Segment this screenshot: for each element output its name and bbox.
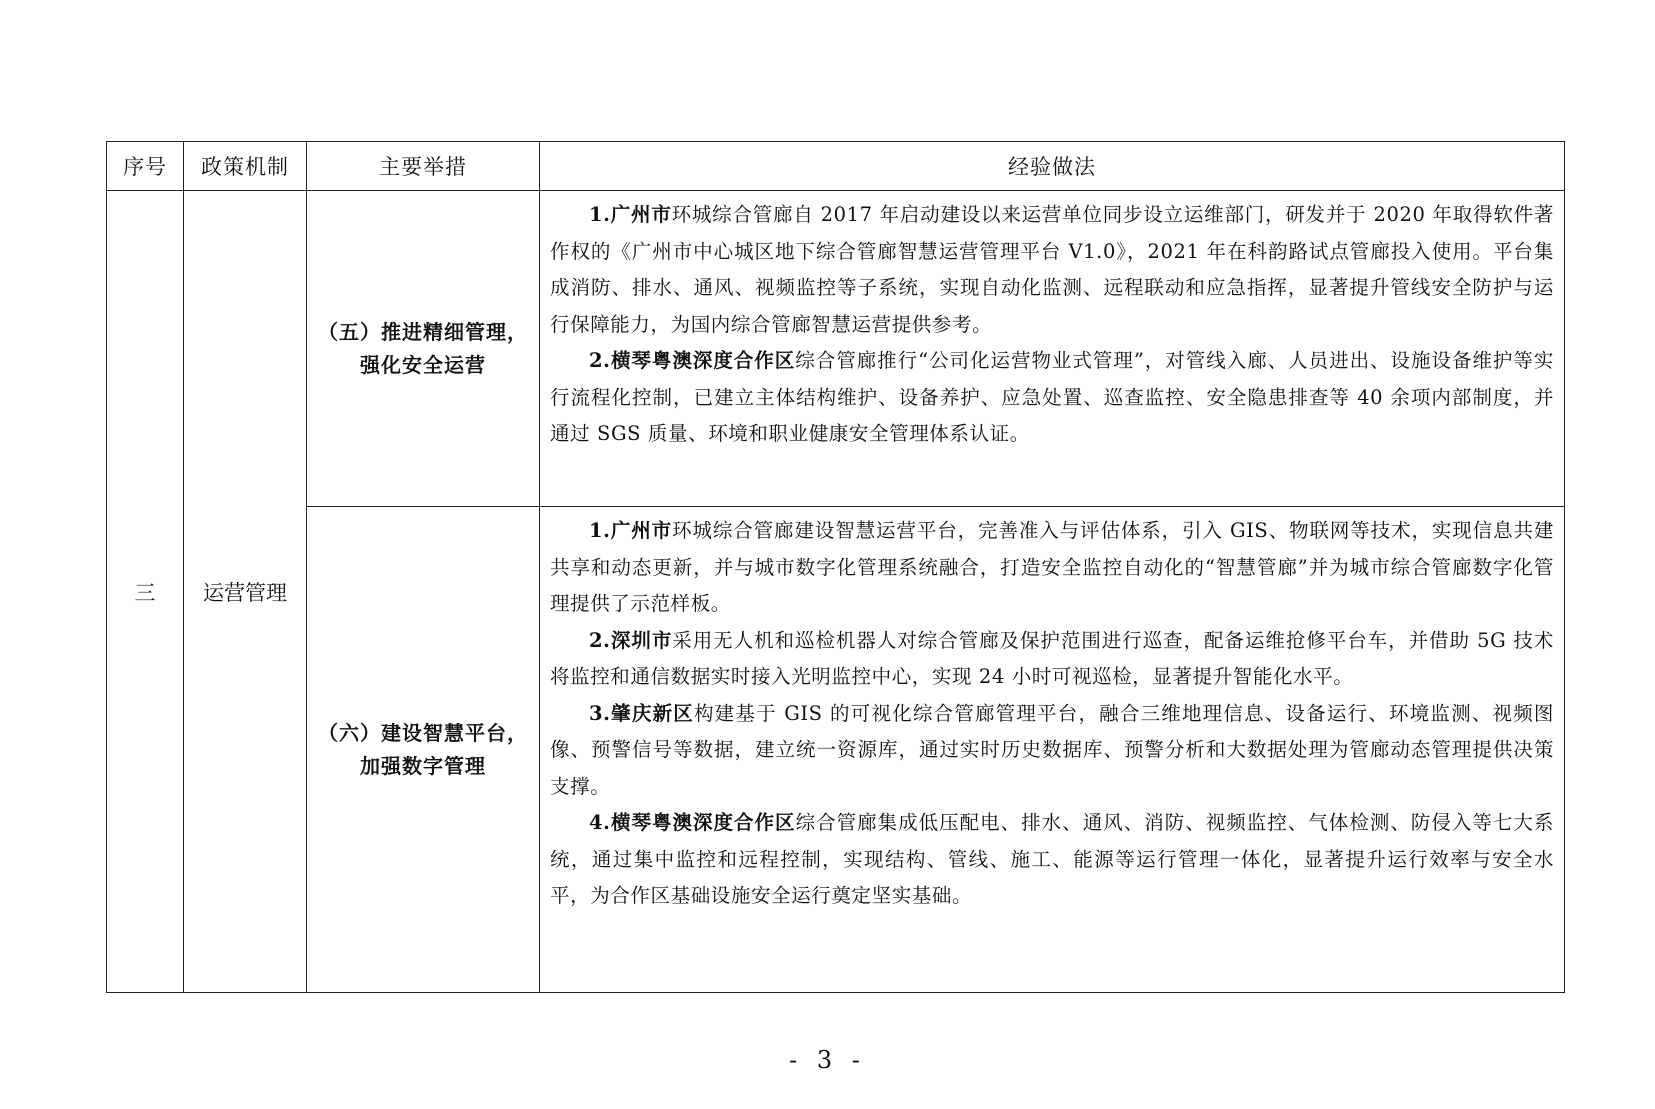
page-number: - 3 -: [789, 1046, 866, 1074]
practice-paragraph: [550, 623, 1554, 696]
practice-number: 1.: [589, 203, 611, 226]
policy-table: [106, 141, 1565, 993]
header-mechanism: 政策机制: [184, 142, 307, 191]
practice-paragraph: [550, 696, 1554, 806]
practice-paragraph: [550, 513, 1554, 623]
measure-title-line: 强化安全运营: [360, 352, 486, 377]
measure-cell-5: [307, 191, 540, 507]
practice-text: 构建基于 GIS 的可视化综合管廊管理平台，融合三维地理信息、设备运行、环境监测、视频图像、预警信号等数据，建立统一资源库，通过实时历史数据库、预警分析和大数据处理为管廊动态管理提供决策支撑。: [550, 701, 1555, 798]
practice-number: 2.: [589, 349, 611, 372]
measure-title-line: （六）建设智慧平台，: [318, 720, 528, 745]
practice-number: 3.: [589, 701, 611, 725]
practice-paragraph: [550, 197, 1554, 343]
practice-text: 综合管廊推行“公司化运营物业式管理”，对管线入廊、人员进出、设施设备维护等实行流程化控制，已建立主体结构维护、设备养护、应急处置、巡查监控、安全隐患排查等 40 余项内部制度，并通过 SGS 质量、环境和职业健康安全管理体系认证。: [550, 349, 1554, 445]
practice-paragraph: [550, 805, 1554, 915]
table-header-row: [107, 142, 1565, 191]
table-row: [107, 507, 1565, 993]
measure-title-line: 加强数字管理: [360, 753, 486, 778]
practice-number: 1.: [589, 519, 611, 542]
header-index: 序号: [107, 142, 184, 191]
practice-place: 深圳市: [610, 628, 673, 652]
practice-place: 横琴粤澳深度合作区: [610, 349, 796, 372]
mechanism-cell: 运营管理: [184, 191, 307, 993]
practice-place: 广州市: [610, 203, 672, 226]
measure-title-line: （五）推进精细管理，: [318, 319, 528, 344]
practice-paragraph: [550, 343, 1554, 453]
practice-place: 广州市: [610, 519, 673, 542]
practice-text: 综合管廊集成低压配电、排水、通风、消防、视频监控、气体检测、防侵入等七大系统，通过集中监控和远程控制，实现结构、管线、施工、能源等运行管理一体化，显著提升运行效率与安全水平，为合作区基础设施安全运行奠定坚实基础。: [550, 811, 1554, 907]
practice-text: 环城综合管廊自 2017 年启动建设以来运营单位同步设立运维部门，研发并于 2020 年取得软件著作权的《广州市中心城区地下综合管廊智慧运营管理平台 V1.0》，2021 年在科韵路试点管廊投入使用。平台集成消防、排水、通风、视频监控等子系统，实现自动化监测、远程联动和应急指挥，显著提升管线安全防护与运行保障能力，为国内综合管廊智慧运营提供参考。: [550, 203, 1554, 336]
table-row: [107, 191, 1565, 507]
practice-cell-6: [540, 507, 1565, 993]
practice-text: 环城综合管廊建设智慧运营平台，完善准入与评估体系，引入 GIS、物联网等技术，实现信息共建共享和动态更新，并与城市数字化管理系统融合，打造安全监控自动化的“智慧管廊”并为城市综合管廊数字化管理提供了示范样板。: [550, 519, 1554, 615]
practice-cell-5: [540, 191, 1565, 507]
practice-place: 横琴粤澳深度合作区: [610, 811, 796, 834]
header-measures: 主要举措: [307, 142, 540, 191]
measure-cell-6: [307, 507, 540, 993]
practice-number: 2.: [589, 628, 611, 652]
practice-number: 4.: [589, 811, 611, 834]
practice-text: 采用无人机和巡检机器人对综合管廊及保护范围进行巡查，配备运维抢修平台车，并借助 5G 技术将监控和通信数据实时接入光明监控中心，实现 24 小时可视巡检，显著提升智能化水平。: [550, 628, 1554, 688]
header-practices: 经验做法: [540, 142, 1565, 191]
practice-place: 肇庆新区: [610, 701, 694, 725]
row-index-cell: 三: [107, 191, 184, 993]
